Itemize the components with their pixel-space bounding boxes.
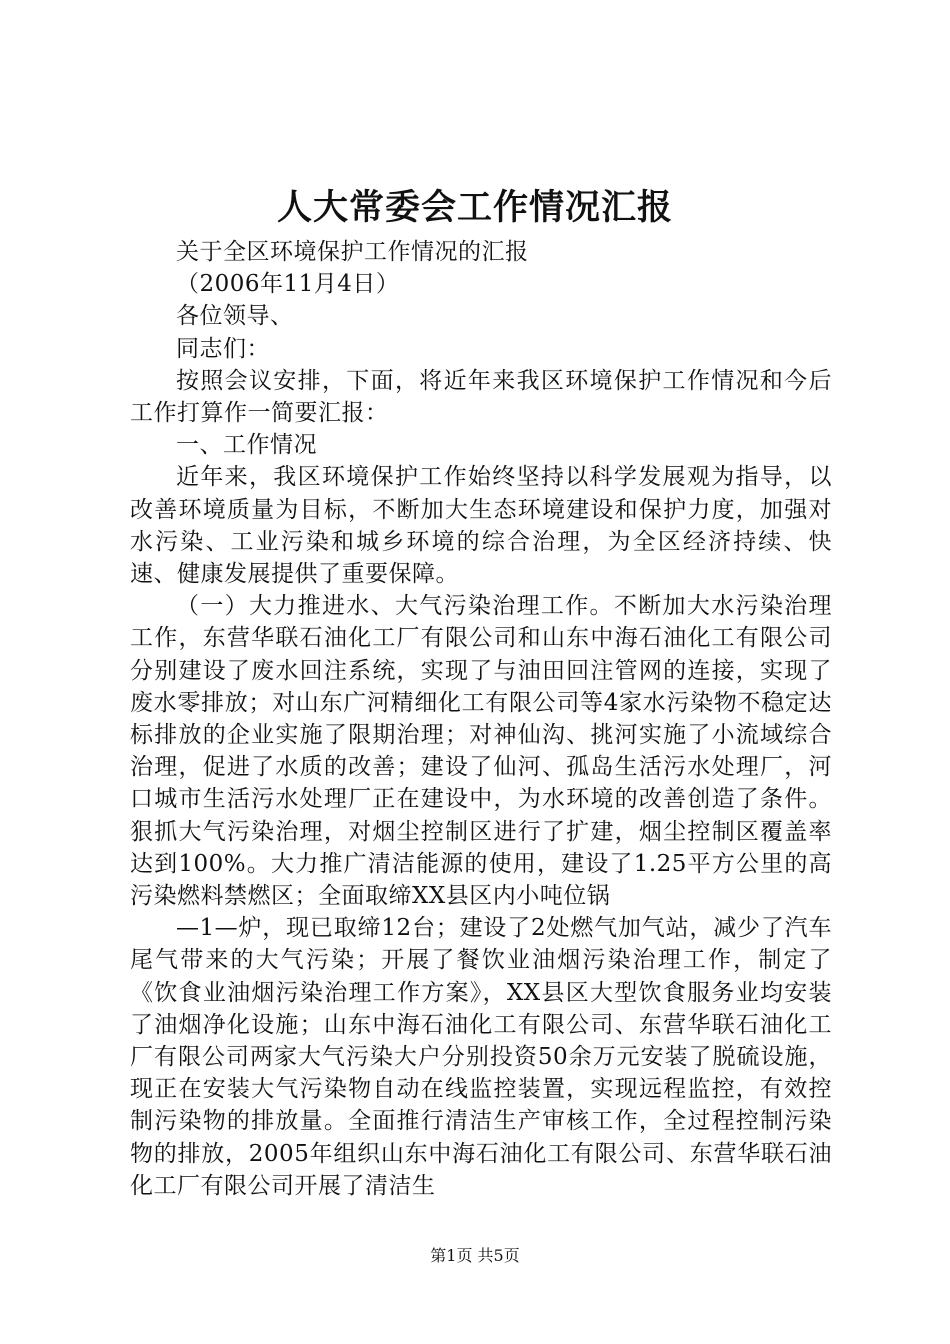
document-title: 人大常委会工作情况汇报 [276, 187, 673, 228]
continued-paragraph: —1—炉，现已取缔12台；建设了2处燃气加气站，减少了汽车尾气带来的大气污染；开展了餐饮业油烟污染治理工作，制定了《饮食业油烟污染治理工作方案》，XX县区大型饮食服务业均安装了油烟净化设施；山东中海石油化工有限公司、东营华联石油化工厂有限公司两家大气污染大户分别投资50余万元安装了脱硫设施，现正在安装大气污染物自动在线监控装置，实现远程监控，有效控制污染物的排放量。全面推行清洁生产审核工作，全过程控制污染物的排放，2005年组织山东中海石油化工有限公司、东营华联石油化工厂有限公司开展了清洁生 [130, 915, 832, 1199]
section-heading: 一、工作情况 [176, 432, 317, 459]
page-footer: 第1页 共5页 [430, 1246, 520, 1265]
salutation-comrades: 同志们： [176, 335, 270, 362]
report-date: （2006年11月4日） [176, 271, 400, 298]
overview-paragraph: 近年来，我区环境保护工作始终坚持以科学发展观为指导，以改善环境质量为目标，不断加大生态环境建设和保护力度，加强对水污染、工业污染和城乡环境的综合治理，为全区经济持续、快速、健康发展提供了重要保障。 [130, 464, 832, 588]
pollution-control-paragraph: （一）大力推进水、大气污染治理工作。不断加大水污染治理工作，东营华联石油化工厂有限公司和山东中海石油化工有限公司分别建设了废水回注系统，实现了与油田回注管网的连接，实现了废水零排放；对山东广河精细化工有限公司等4家水污染物不稳定达标排放的企业实施了限期治理；对神仙沟、挑河实施了小流域综合治理，促进了水质的改善；建设了仙河、孤岛生活污水处理厂，河口城市生活污水处理厂正在建设中，为水环境的改善创造了条件。狠抓大气污染治理，对烟尘控制区进行了扩建，烟尘控制区覆盖率达到100%。大力推广清洁能源的使用，建设了1.25平方公里的高污染燃料禁燃区；全面取缔XX县区内小吨位锅 [130, 593, 832, 910]
document-body [130, 236, 832, 1202]
salutation-leaders: 各位领导、 [176, 303, 294, 330]
report-subtitle: 关于全区环境保护工作情况的汇报 [176, 239, 529, 265]
intro-paragraph: 按照会议安排，下面，将近年来我区环境保护工作情况和今后工作打算作一简要汇报： [130, 367, 832, 427]
